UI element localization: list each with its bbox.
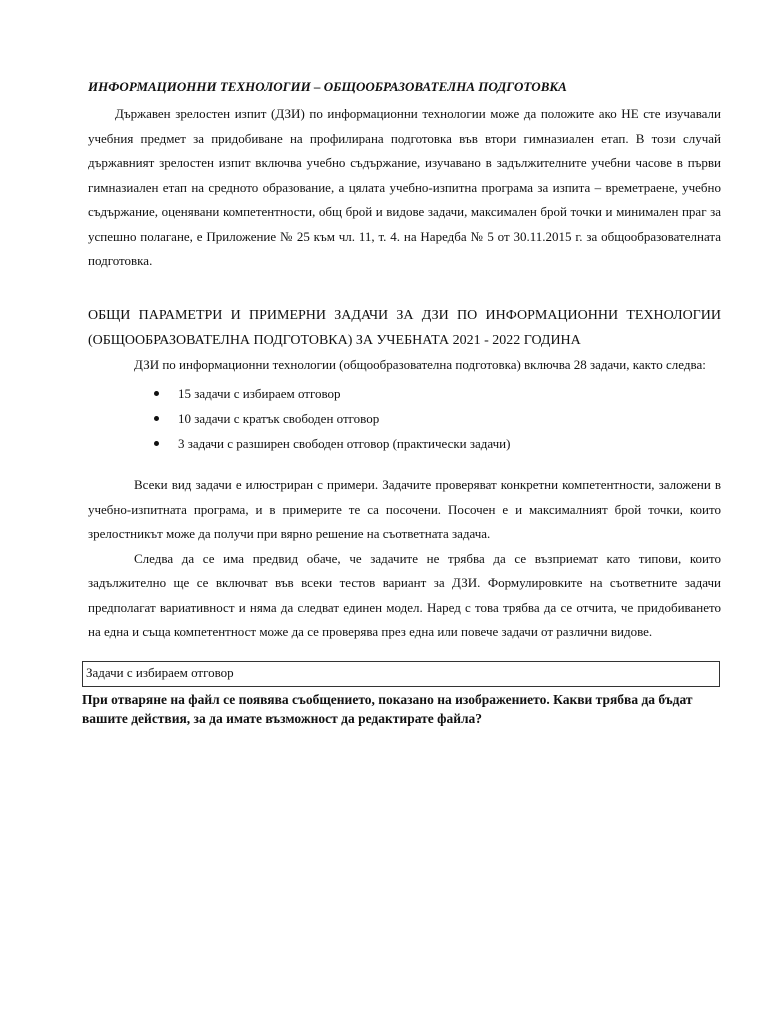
task-type-box	[82, 661, 720, 687]
task-type-label: Задачи с избираем отговор	[86, 664, 234, 680]
document-title: ИНФОРМАЦИОННИ ТЕХНОЛОГИИ – ОБЩООБРАЗОВАТЕЛНА ПОДГОТОВКА	[88, 79, 567, 94]
bullet-icon	[154, 441, 159, 446]
intro-paragraph: Държавен зрелостен изпит (ДЗИ) по информационни технологии може да положите ако НЕ сте изучавали учебния предмет за придобиване на профилирана подготовка във втори гимназиален етап. В този случай държавният зрелостен изпит включва учебно съдържание, изучавано в задължителните учебни часове в първи гимназиален етап на средното образование, а цялата учебно-изпитна програма за изпита – времетраене, учебно съдържание, оценявани компетентности, общ брой и видове задачи, максимален брой точки и минимален праг за успешно полагане, е Приложение № 25 към чл. 11, т. 4. на Наредба № 5 от 30.11.2015 г. за общообразователната подготовка.	[88, 106, 721, 268]
list-item	[152, 406, 721, 431]
section-intro: ДЗИ по информационни технологии (общообразователна подготовка) включва 28 задачи, както следва:	[134, 356, 706, 372]
list-item-text: 3 задачи с разширен свободен отговор (практически задачи)	[178, 436, 511, 451]
task-types-list	[88, 381, 721, 456]
question-text: При отваряне на файл се появява съобщението, показано на изображението. Какви трябва да бъдат вашите действия, за да имате възможност да редактирате файла?	[82, 691, 693, 726]
note-paragraph: Следва да се има предвид обаче, че задачите не трябва да се възприемат като типови, които задължително ще се включват във всеки тестов вариант за ДЗИ. Формулировките на съответните задачи предполагат вариативност и няма да следват единен модел. Наред с това трябва да се отчита, че придобиването на една и съща компетентност може да се проверява през една или повече задачи от различни видове.	[88, 550, 721, 639]
section-heading: ОБЩИ ПАРАМЕТРИ И ПРИМЕРНИ ЗАДАЧИ ЗА ДЗИ ПО ИНФОРМАЦИОННИ ТЕХНОЛОГИИ (ОБЩООБРАЗОВАТЕЛНА ПОДГОТОВКА) ЗА УЧЕБНАТА 2021 - 2022 ГОДИНА	[88, 307, 721, 348]
list-item	[152, 381, 721, 406]
list-item-text: 15 задачи с избираем отговор	[178, 386, 341, 401]
document-page	[82, 78, 721, 728]
list-item	[152, 431, 721, 456]
bullet-icon	[154, 391, 159, 396]
examples-paragraph: Всеки вид задачи е илюстриран с примери. Задачите проверяват конкретни компетентности, заложени в учебно-изпитната програма, и в примерите те са посочени. Посочен е и максималният брой точки, които зрелостникът може да получи при вярно решение на съответната задача.	[88, 477, 721, 541]
bullet-icon	[154, 416, 159, 421]
list-item-text: 10 задачи с кратък свободен отговор	[178, 411, 380, 426]
